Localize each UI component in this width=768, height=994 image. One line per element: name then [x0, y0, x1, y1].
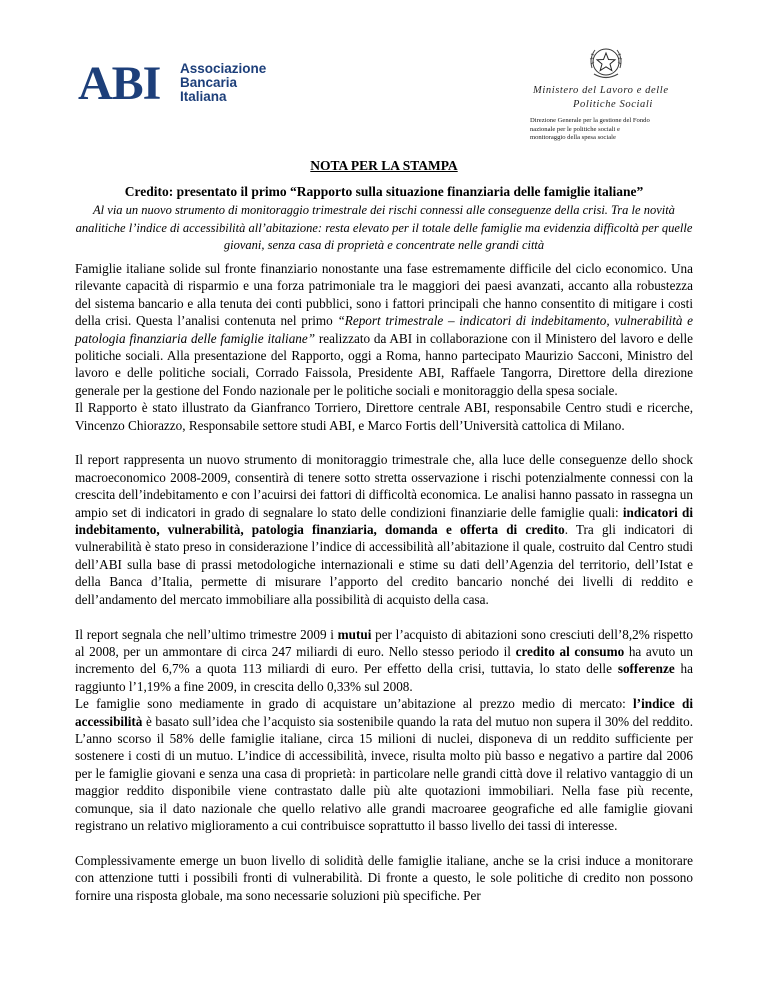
subheadline: Al via un nuovo strumento di monitoraggio trimestrale dei rischi connessi alle conseguenze della crisi. Tra le novità analitiche l’indice di accessibilità all’abitazione: resta elevato per il totale delle famiglie ma evidenzia difficoltà per quelle giovani, senza casa di proprietà e concentrate nelle grandi città — [75, 203, 693, 252]
emphasis: mutui — [337, 626, 372, 642]
headline: Credito: presentato il primo “Rapporto sulla situazione finanziaria delle famiglie italiane” — [124, 184, 644, 199]
emphasis: sofferenze — [617, 661, 675, 677]
ministry-sub-line: nazionale per le politiche sociali e — [530, 125, 620, 133]
report-title: “Report trimestrale – indicatori di indebitamento, vulnerabilità e patologia finanziaria delle famiglie italiane” — [75, 313, 693, 346]
ministry-title — [533, 84, 669, 112]
text: per l’acquisto di abitazioni sono cresciuti dell’8,2% rispetto al 2008, per un ammontare di circa 247 miliardi di euro. Nello stesso periodo il — [75, 626, 693, 659]
text: realizzato da ABI in collaborazione con il Ministero del lavoro e delle politiche sociali. Alla presentazione del Rapporto, oggi a Roma, hanno partecipato Maurizio Sacconi, Ministro del lavoro e delle politiche sociali, Corrado Faissola, Presidente ABI, Raffaele Tangorra, Direttore della direzione generale per la gestione del Fondo nazionale per le politiche sociali e monitoraggio della spesa sociale. — [75, 330, 694, 398]
text: è basato sull’idea che l’acquisto sia sostenibile quando la rata del mutuo non supera il 30% del reddito. L’anno scorso il 58% delle famiglie italiane, circa 15 milioni di nuclei, disponeva di un reddito sufficiente per sostenere i costi di un mutuo. L’indice di accessibilità, invece, risulta molto più basso e negativo a partire dal 2006 per le famiglie giovani e senza una casa di proprietà: in particolare nelle grandi città dove il relativo vantaggio di un maggior reddito disponibile viene contrastato dalle più alte quotazioni immobiliari. Nella fase più recente, comunque, sia il dato nazionale che quello relativo alle grandi macroaree geografiche ed alle famiglie giovani registrano un relativo miglioramento a cui contribuisce soprattutto il basso livello dei tassi di interesse. — [75, 713, 693, 833]
paragraph — [75, 451, 693, 608]
paragraph: Il Rapporto è stato illustrato da Gianfranco Torriero, Direttore centrale ABI, responsabile Centro studi e ricerche, Vincenzo Chiorazzo, Responsabile settore studi ABI, e Marco Fortis dell’Università cattolica di Milano. — [75, 400, 693, 433]
text: ha avuto un incremento del 6,7% a quota 113 miliardi di euro. Per effetto della crisi, tuttavia, lo stato delle — [75, 643, 694, 677]
abi-logo-name — [180, 62, 266, 104]
ministry-sub-line: monitoraggio della spesa sociale — [530, 134, 616, 141]
ministry-title-line: Politiche Sociali — [573, 99, 653, 110]
text: Il report segnala che nell’ultimo trimestre 2009 i — [75, 626, 338, 642]
text: Il report rappresenta un nuovo strumento di monitoraggio trimestrale che, alla luce delle conseguenze dello shock macroeconomico 2008-2009, consentirà di tenere sotto stretta osservazione i rischi potenzialmente connessi con la crescita dell’indebitamento e con l’acuirsi dei fattori di difficoltà economica. Le analisi hanno passato in rassegna un ampio set di indicatori in grado di segnalare lo stato delle condizioni finanziarie delle famiglie quali: — [75, 452, 693, 520]
emphasis: indicatori di indebitamento, vulnerabilità, patologia finanziaria, domanda e offerta di credito — [75, 504, 694, 538]
text: Le famiglie sono mediamente in grado di acquistare un’abitazione al prezzo medio di mercato: — [75, 696, 634, 712]
abi-name-line: Associazione — [180, 61, 267, 76]
text: Famiglie italiane solide sul fronte finanziario nonostante una fase estremamente difficile del ciclo economico. Una rilevante capacità di risparmio e una forza patrimoniale tra le maggiori dei paesi avanzati, accanto alla robustezza del sistema bancario e alla tenuta dei conti pubblici, sono i fattori principali che hanno consentito di mitigare i costi della crisi. Questa l’analisi contenuta nel primo — [75, 261, 693, 329]
abi-name-line: Italiana — [180, 89, 227, 104]
abi-logo-mark: ABI — [78, 57, 161, 110]
ministry-sub-line: Direzione Generale per la gestione del Fondo — [530, 117, 650, 124]
abi-logo — [78, 57, 267, 110]
ministry-logo — [515, 44, 669, 141]
ministry-title-line: Ministero del Lavoro e delle — [533, 85, 669, 96]
paragraph — [75, 260, 693, 399]
emphasis: l’indice di accessibilità — [75, 696, 693, 729]
emphasis: credito al consumo — [515, 643, 625, 659]
text: ha raggiunto l’1,19% a fine 2009, in crescita dello 0,33% sul 2008. — [75, 661, 693, 694]
italian-republic-emblem-icon — [585, 44, 627, 84]
abi-name-line: Bancaria — [180, 75, 238, 90]
text: . Tra gli indicatori di vulnerabilità è stato preso in considerazione l’indice di accessibilità all’abitazione il quale, costruito dal Centro studi dell’ABI sulla base di prassi metodologiche internazionali e stime su dati dell’Agenzia del territorio, dell’Istat e della Banca d’Italia, permette di misurare l’apporto del credito bancario nonché dei livelli di reddito e dell’andamento del mercato immobiliare alla possibilità di acquisto della casa. — [75, 522, 694, 607]
paragraph — [75, 695, 693, 834]
ministry-subtitle — [530, 117, 660, 143]
article-body — [75, 260, 693, 904]
press-note-label: NOTA PER LA STAMPA — [310, 158, 458, 173]
paragraph: Complessivamente emerge un buon livello di solidità delle famiglie italiane, anche se la crisi induce a monitorare con attenzione tutti i possibili fronti di vulnerabilità. Di fronte a questo, le sole politiche di credito non possono fornire una risposta globale, ma sono necessarie soluzioni più specifiche. Per — [75, 852, 693, 903]
paragraph — [75, 626, 693, 696]
